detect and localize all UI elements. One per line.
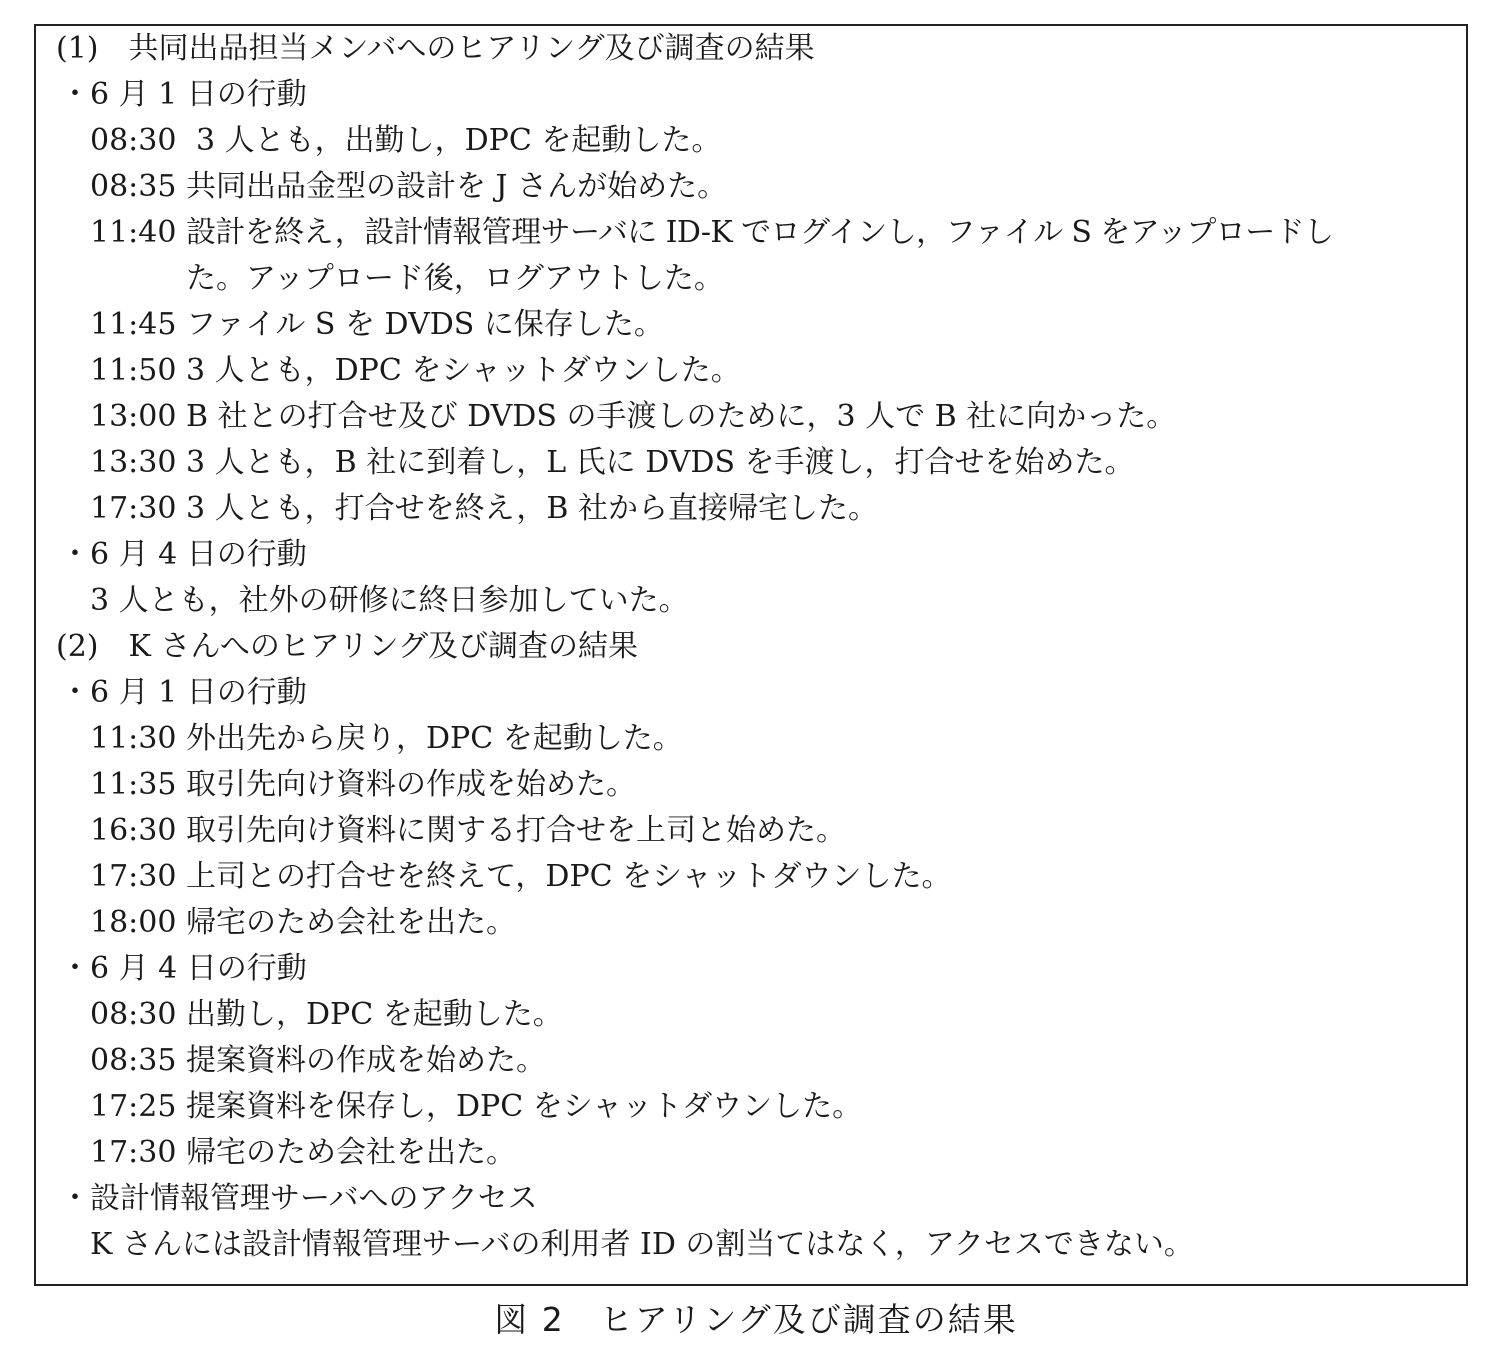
list-item [36,808,1466,854]
list-item [36,164,1466,210]
entry-text: 帰宅のため会社を出た。 [186,1135,516,1170]
entry-text: 設計を終え，設計情報管理サーバに ID-K でログインし，ファイル S をアップロードし [186,215,1334,250]
list-item [36,762,1466,808]
entry-text: 共同出品金型の設計を J さんが始めた。 [186,169,728,204]
entry-time: 11:50 [90,353,177,388]
entry-time: 08:35 [90,1043,177,1078]
entry-time: 13:00 [90,399,177,434]
section-1-day-4-label: ・6 月 4 日の行動 [60,537,307,572]
section-2-access-text: K さんには設計情報管理サーバの利用者 ID の割当てはなく，アクセスできない。 [90,1227,1194,1262]
list-item [36,440,1466,486]
entry-time: 11:45 [90,307,177,342]
list-item [36,1084,1466,1130]
entry-time: 08:30 [90,123,177,158]
entry-text: 帰宅のため会社を出た。 [186,905,516,940]
entry-text: 提案資料を保存し，DPC をシャットダウンした。 [186,1089,863,1124]
entry-time: 16:30 [90,813,177,848]
list-item [36,210,1466,256]
entry-text: B 社との打合せ及び DVDS の手渡しのために，3 人で B 社に向かった。 [186,399,1177,434]
entry-text: 3 人とも，出勤し，DPC を起動した。 [196,123,722,158]
list-item [36,716,1466,762]
list-item [36,486,1466,532]
entry-text: 提案資料の作成を始めた。 [186,1043,546,1078]
entry-text-continuation: た。アップロード後，ログアウトした。 [186,261,724,296]
entry-text: 3 人とも，打合せを終え，B 社から直接帰宅した。 [186,491,879,526]
section-2-day-4-label: ・6 月 4 日の行動 [60,951,307,986]
entry-text: 取引先向け資料の作成を始めた。 [186,767,636,802]
entry-text: 3 人とも，B 社に到着し，L 氏に DVDS を手渡し，打合せを始めた。 [186,445,1135,480]
list-item [36,1130,1466,1176]
entry-time: 08:30 [90,997,177,1032]
entry-time: 18:00 [90,905,177,940]
entry-time: 17:30 [90,491,177,526]
entry-text: 3 人とも，DPC をシャットダウンした。 [186,353,741,388]
section-1-day-1-label: ・6 月 1 日の行動 [60,77,307,112]
section-2-day-1-label: ・6 月 1 日の行動 [60,675,307,710]
section-2-heading: (2) K さんへのヒアリング及び調査の結果 [56,629,639,664]
entry-time: 11:30 [90,721,177,756]
entry-time: 11:40 [90,215,177,250]
entry-time: 08:35 [90,169,177,204]
figure-box [34,24,1468,1286]
entry-text: 上司との打合せを終えて，DPC をシャットダウンした。 [186,859,952,894]
entry-text: 外出先から戻り，DPC を起動した。 [186,721,683,756]
section-1-heading: (1) 共同出品担当メンバへのヒアリング及び調査の結果 [56,31,815,66]
list-item [36,118,1466,164]
entry-time: 13:30 [90,445,177,480]
entry-text: 出勤し，DPC を起動した。 [186,997,563,1032]
entry-time: 17:30 [90,1135,177,1170]
entry-time: 17:30 [90,859,177,894]
entry-time: 17:25 [90,1089,177,1124]
list-item [36,992,1466,1038]
list-item [36,854,1466,900]
list-item [36,1038,1466,1084]
list-item [36,394,1466,440]
section-2-access-label: ・設計情報管理サーバへのアクセス [60,1181,538,1216]
list-item [36,302,1466,348]
entry-time: 11:35 [90,767,177,802]
section-1-day-4-text: 3 人とも，社外の研修に終日参加していた。 [90,583,689,618]
list-item-continuation [36,256,1466,302]
list-item [36,348,1466,394]
entry-text: ファイル S を DVDS に保存した。 [186,307,664,342]
list-item [36,900,1466,946]
entry-text: 取引先向け資料に関する打合せを上司と始めた。 [186,813,846,848]
figure-caption: 図 2 ヒアリング及び調査の結果 [494,1300,1018,1339]
